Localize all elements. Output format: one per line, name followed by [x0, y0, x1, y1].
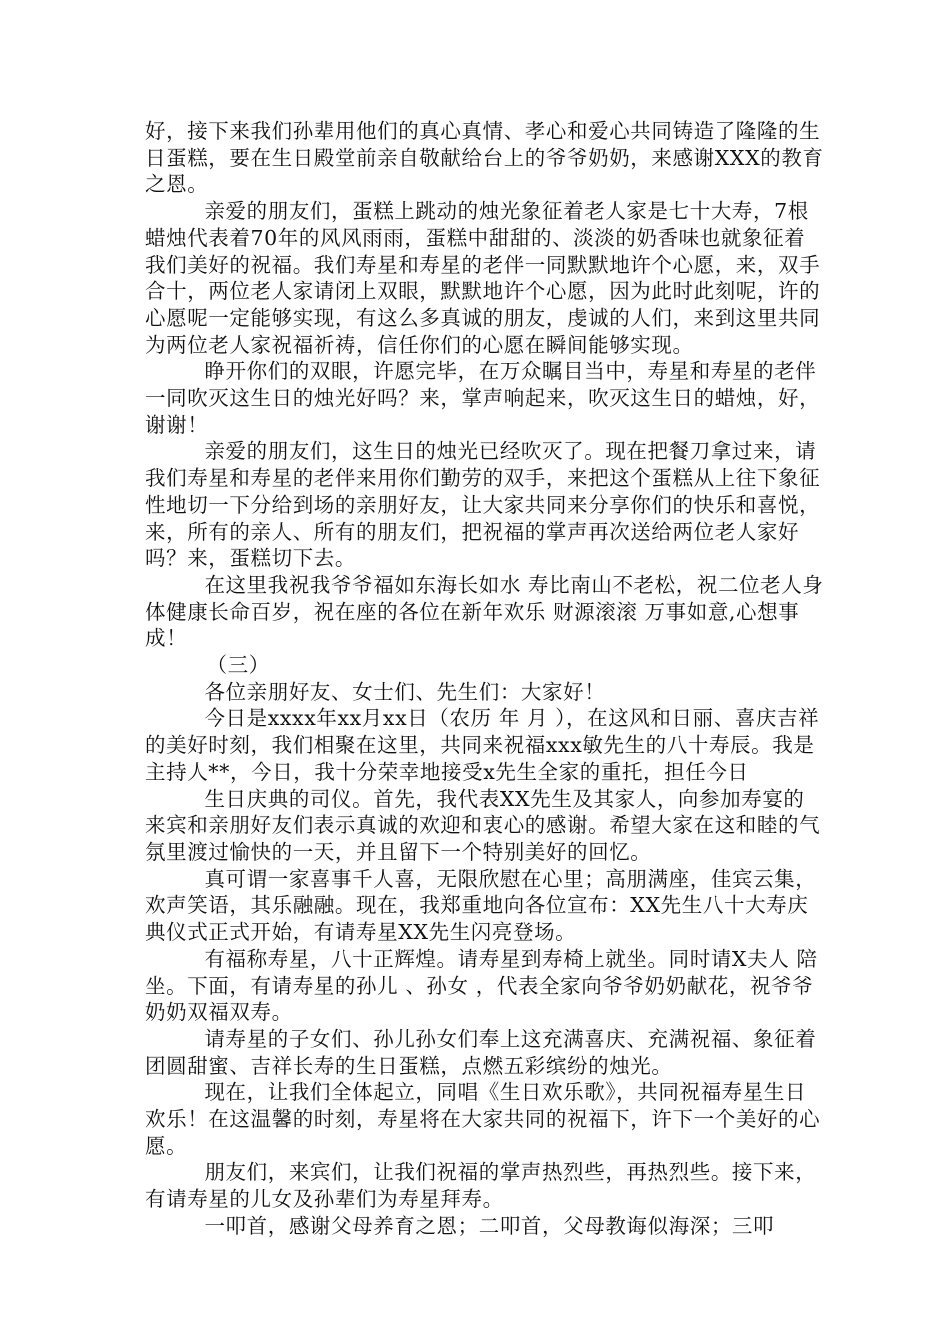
- paragraph: 朋友们，来宾们，让我们祝福的掌声热烈些，再热烈些。接下来，有请寿星的儿女及孙辈们为寿星拜寿。: [145, 1160, 817, 1212]
- paragraph: 在这里我祝我爷爷福如东海长如水 寿比南山不老松，祝二位老人身体健康长命百岁，祝在座的各位在新年欢乐 财源滚滚 万事如意,心想事成！: [145, 572, 824, 651]
- paragraph: 有福称寿星，八十正辉煌。请寿星到寿椅上就坐。同时请X夫人 陪坐。下面，有请寿星的孙儿 、孙女 ，代表全家向爷爷奶奶献花，祝爷爷奶奶双福双寿。: [145, 946, 818, 1025]
- paragraph: 好，接下来我们孙辈用他们的真心真情、孝心和爱心共同铸造了隆隆的生日蛋糕，要在生日殿堂前亲自敬献给台上的爷爷奶奶，来感谢XXX的教育之恩。: [145, 119, 824, 197]
- section-heading: （三）: [206, 653, 270, 678]
- paragraph: 请寿星的子女们、孙儿孙女们奉上这充满喜庆、充满祝福、象征着团圆甜蜜、吉祥长寿的生日蛋糕，点燃五彩缤纷的烛光。: [145, 1026, 817, 1078]
- greeting: 各位亲朋好友、女士们、先生们：大家好！: [204, 679, 606, 704]
- paragraph: 亲爱的朋友们，蛋糕上跳动的烛光象征着老人家是七十大寿，7根蜡烛代表着70年的风风雨雨，蛋糕中甜甜的、淡淡的奶香味也就象征着我们美好的祝福。我们寿星和寿星的老伴一同默默地许个心愿，来，双手合十，两位老人家请闭上双眼，默默地许个心愿，因为此时此刻呢，许的心愿呢一定能够实现，有这么多真诚的朋友，虔诚的人们，来到这里共同为两位老人家祝福祈祷，信任你们的心愿在瞬间能够实现。: [145, 199, 821, 357]
- paragraph: 亲爱的朋友们，这生日的烛光已经吹灭了。现在把餐刀拿过来，请我们寿星和寿星的老伴来用你们勤劳的双手，来把这个蛋糕从上往下象征性地切一下分给到场的亲朋好友，让大家共同来分享你们的快乐和喜悦，来，所有的亲人、所有的朋友们，把祝福的掌声再次送给两位老人家好吗？来，蛋糕切下去。: [145, 439, 821, 571]
- paragraph: 今日是xxxx年xx月xx日（农历 年 月 ），在这风和日丽、喜庆吉祥的美好时刻，我们相聚在这里，共同来祝福xxx敏先生的八十寿辰。我是主持人**，今日，我十分荣幸地接受x先生全家的重托，担任今日: [145, 706, 820, 784]
- paragraph: 睁开你们的双眼，许愿完毕，在万众瞩目当中，寿星和寿星的老伴一同吹灭这生日的烛光好吗？来，掌声响起来，吹灭这生日的蜡烛，好，谢谢！: [145, 359, 821, 437]
- paragraph: 现在，让我们全体起立，同唱《生日欢乐歌》，共同祝福寿星生日欢乐！在这温馨的时刻，寿星将在大家共同的祝福下，许下一个美好的心愿。: [145, 1080, 821, 1158]
- paragraph: 真可谓一家喜事千人喜，无限欣慰在心里；高朋满座，佳宾云集，欢声笑语，其乐融融。现在，我郑重地向各位宣布：XX先生八十大寿庆典仪式正式开始，有请寿星XX先生闪亮登场。: [145, 866, 817, 945]
- document-body: [145, 118, 825, 1240]
- paragraph: 一叩首，感谢父母养育之恩；二叩首，父母教诲似海深；三叩: [204, 1213, 775, 1238]
- paragraph: 生日庆典的司仪。首先，我代表XX先生及其家人，向参加寿宴的来宾和亲朋好友们表示真诚的欢迎和衷心的感谢。希望大家在这和睦的气氛里渡过愉快的一天，并且留下一个特别美好的回忆。: [145, 786, 821, 864]
